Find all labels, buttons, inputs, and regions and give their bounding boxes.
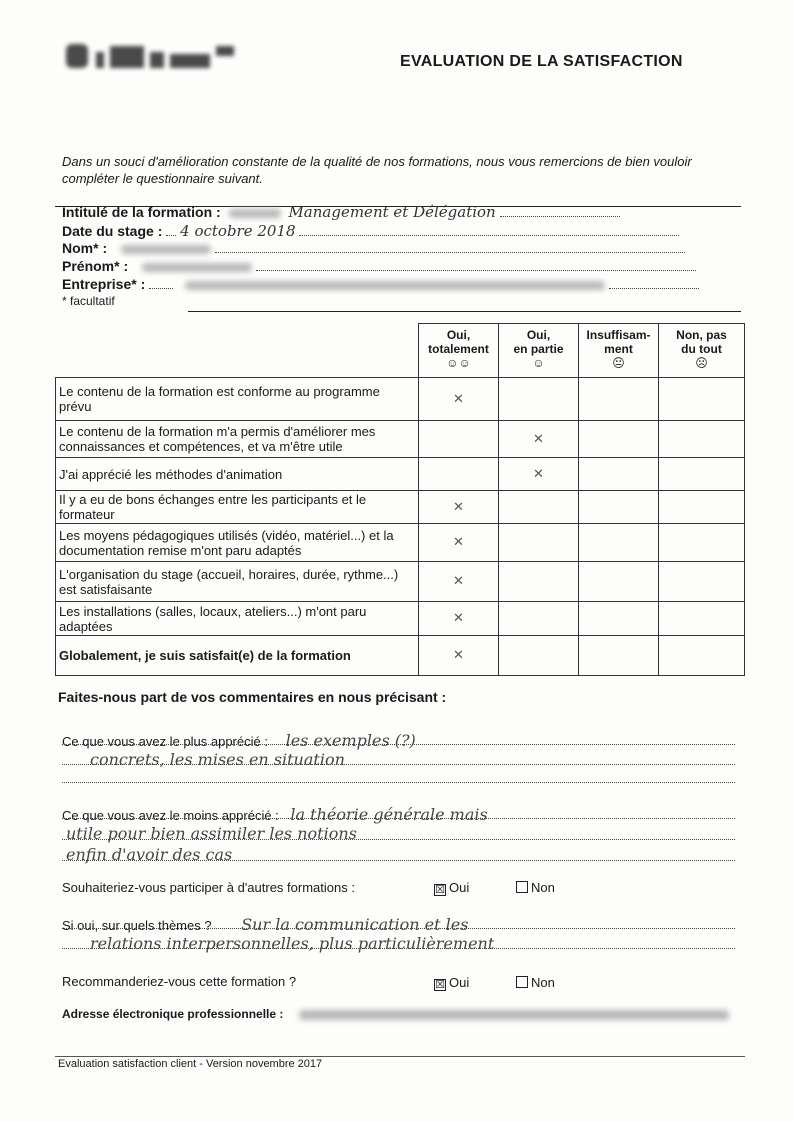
rating-cell[interactable] (499, 602, 579, 636)
recommend-yes[interactable]: ☒ Oui (435, 975, 470, 991)
rating-cell[interactable] (659, 458, 745, 491)
rating-cell[interactable] (419, 491, 499, 524)
formation-label: Intitulé de la formation : (62, 204, 221, 220)
table-row (56, 458, 745, 491)
prenom-label: Prénom* : (62, 258, 129, 274)
neutral-face-icon: 😐 (612, 356, 625, 370)
redacted-nom (121, 245, 211, 254)
checkbox-icon[interactable] (516, 881, 528, 893)
disliked-answer-3: enfin d'avoir des cas (66, 845, 233, 864)
themes-question: Si oui, sur quels thèmes ? Sur la communication et les (62, 915, 469, 934)
recommend-question: Recommanderiez-vous cette formation ? (62, 974, 297, 989)
criterion-text: J'ai apprécié les méthodes d'animation (56, 458, 419, 491)
table-row (56, 562, 745, 602)
rating-cell[interactable] (579, 524, 659, 562)
other-training-no[interactable]: Non (516, 880, 555, 895)
rating-cell[interactable] (659, 602, 745, 636)
intro-text: Dans un souci d'amélioration constante de la qualité de nos formations, nous vous remercions de bien vouloir compléter le questionnaire suivant. (62, 154, 692, 186)
cross-mark-icon: ✕ (453, 574, 464, 589)
prenom-line (62, 258, 696, 274)
disliked-answer-1: la théorie générale mais (290, 805, 488, 824)
rating-cell[interactable] (579, 636, 659, 676)
recommend-no[interactable]: Non (516, 975, 555, 990)
liked-question: Ce que vous avez le plus apprécié : les exemples (?) (62, 731, 416, 750)
criterion-text: Le contenu de la formation m'a permis d'améliorer mes connaissances et compétences, et va m'être utile (56, 421, 419, 458)
criterion-text: L'organisation du stage (accueil, horaires, durée, rythme...) est satisfaisante (56, 562, 419, 602)
rating-cell[interactable] (419, 562, 499, 602)
nom-line (62, 240, 685, 256)
col-header-not-at-all: Non, pas du tout ☹ (659, 324, 745, 378)
table-row (56, 491, 745, 524)
themes-answer-2: relations interpersonnelles, plus particulièrement (90, 934, 495, 953)
rating-cell[interactable] (659, 421, 745, 458)
themes-answer-1: Sur la communication et les (241, 915, 469, 934)
redacted-code (229, 209, 281, 218)
cross-mark-icon: ✕ (453, 648, 464, 663)
rating-cell[interactable] (579, 602, 659, 636)
email-question: Adresse électronique professionnelle : (62, 1007, 729, 1021)
info-bottom-rule (188, 311, 741, 312)
col-header-totally: Oui, totalement ☺☺ (419, 324, 499, 378)
redacted-prenom (142, 263, 252, 272)
col-header-insufficient: Insuffisam- ment 😐 (579, 324, 659, 378)
checkbox-icon[interactable] (516, 976, 528, 988)
rating-cell[interactable] (499, 421, 579, 458)
redacted-email (299, 1010, 729, 1020)
rating-cell[interactable] (579, 491, 659, 524)
criterion-text: Les installations (salles, locaux, ateliers...) m'ont paru adaptées (56, 602, 419, 636)
disliked-question: Ce que vous avez le moins apprécié : la théorie générale mais (62, 805, 488, 824)
cross-mark-icon: ✕ (453, 535, 464, 550)
rating-cell[interactable] (419, 602, 499, 636)
formation-value: Management et Délégation (288, 203, 496, 221)
rating-cell[interactable] (419, 458, 499, 491)
redacted-entreprise (185, 281, 605, 290)
satisfaction-table (55, 323, 745, 676)
comments-section-title: Faites-nous part de vos commentaires en nous précisant : (58, 689, 447, 705)
formation-line (62, 203, 620, 221)
table-row (56, 378, 745, 421)
table-row (56, 602, 745, 636)
frown-icon: ☹ (695, 356, 708, 370)
smile-smile-icon: ☺☺ (446, 356, 471, 370)
criterion-text: Les moyens pédagogiques utilisés (vidéo, matériel...) et la documentation remise m'ont paru adaptés (56, 524, 419, 562)
rating-cell[interactable] (499, 378, 579, 421)
cross-mark-icon: ✕ (453, 611, 464, 626)
rating-cell[interactable] (579, 378, 659, 421)
rating-cell[interactable] (499, 636, 579, 676)
rating-cell[interactable] (419, 524, 499, 562)
rating-cell[interactable] (579, 562, 659, 602)
nom-label: Nom* : (62, 240, 108, 256)
rating-cell[interactable] (659, 491, 745, 524)
entreprise-label: Entreprise* : (62, 276, 146, 292)
optional-footnote: * facultatif (62, 294, 115, 308)
other-training-yes[interactable]: ☒ Oui (435, 880, 470, 896)
smile-icon: ☺ (532, 356, 545, 370)
rating-cell[interactable] (659, 636, 745, 676)
rating-cell[interactable] (499, 524, 579, 562)
criterion-text: Il y a eu de bons échanges entre les participants et le formateur (56, 491, 419, 524)
rating-cell[interactable] (579, 458, 659, 491)
cross-mark-icon: ✕ (533, 431, 544, 447)
col-header-partly: Oui, en partie ☺ (499, 324, 579, 378)
rating-cell[interactable] (419, 421, 499, 458)
table-row (56, 636, 745, 676)
date-value: 4 octobre 2018 (180, 222, 296, 240)
other-training-question: Souhaiteriez-vous participer à d'autres formations : (62, 880, 355, 895)
disliked-answer-2: utile pour bien assimiler les notions (66, 824, 357, 843)
rating-cell[interactable] (419, 636, 499, 676)
criterion-text: Le contenu de la formation est conforme au programme prévu (56, 378, 419, 421)
criterion-text: Globalement, je suis satisfait(e) de la formation (56, 636, 419, 676)
rating-cell[interactable] (659, 524, 745, 562)
company-logo (66, 40, 238, 76)
footer-rule (55, 1056, 745, 1057)
document-title: EVALUATION DE LA SATISFACTION (400, 53, 683, 70)
cross-mark-icon: ✕ (533, 466, 544, 482)
cross-mark-icon: ✕ (453, 391, 464, 407)
checkbox-checked-icon[interactable]: ☒ (435, 883, 445, 896)
liked-answer-1: les exemples (?) (285, 731, 416, 750)
liked-answer-2: concrets, les mises en situation (90, 750, 345, 769)
date-label: Date du stage : (62, 223, 163, 239)
rating-cell[interactable] (499, 491, 579, 524)
rating-cell[interactable] (419, 378, 499, 421)
entreprise-line (62, 276, 699, 292)
rating-cell[interactable] (499, 562, 579, 602)
rating-cell[interactable] (499, 458, 579, 491)
footer-text: Evaluation satisfaction client - Version novembre 2017 (58, 1058, 323, 1070)
cross-mark-icon: ✕ (453, 499, 464, 515)
table-row (56, 421, 745, 458)
checkbox-checked-icon[interactable]: ☒ (435, 978, 445, 991)
rating-cell[interactable] (659, 378, 745, 421)
table-row (56, 524, 745, 562)
date-line (62, 222, 679, 240)
rating-cell[interactable] (659, 562, 745, 602)
rating-cell[interactable] (579, 421, 659, 458)
